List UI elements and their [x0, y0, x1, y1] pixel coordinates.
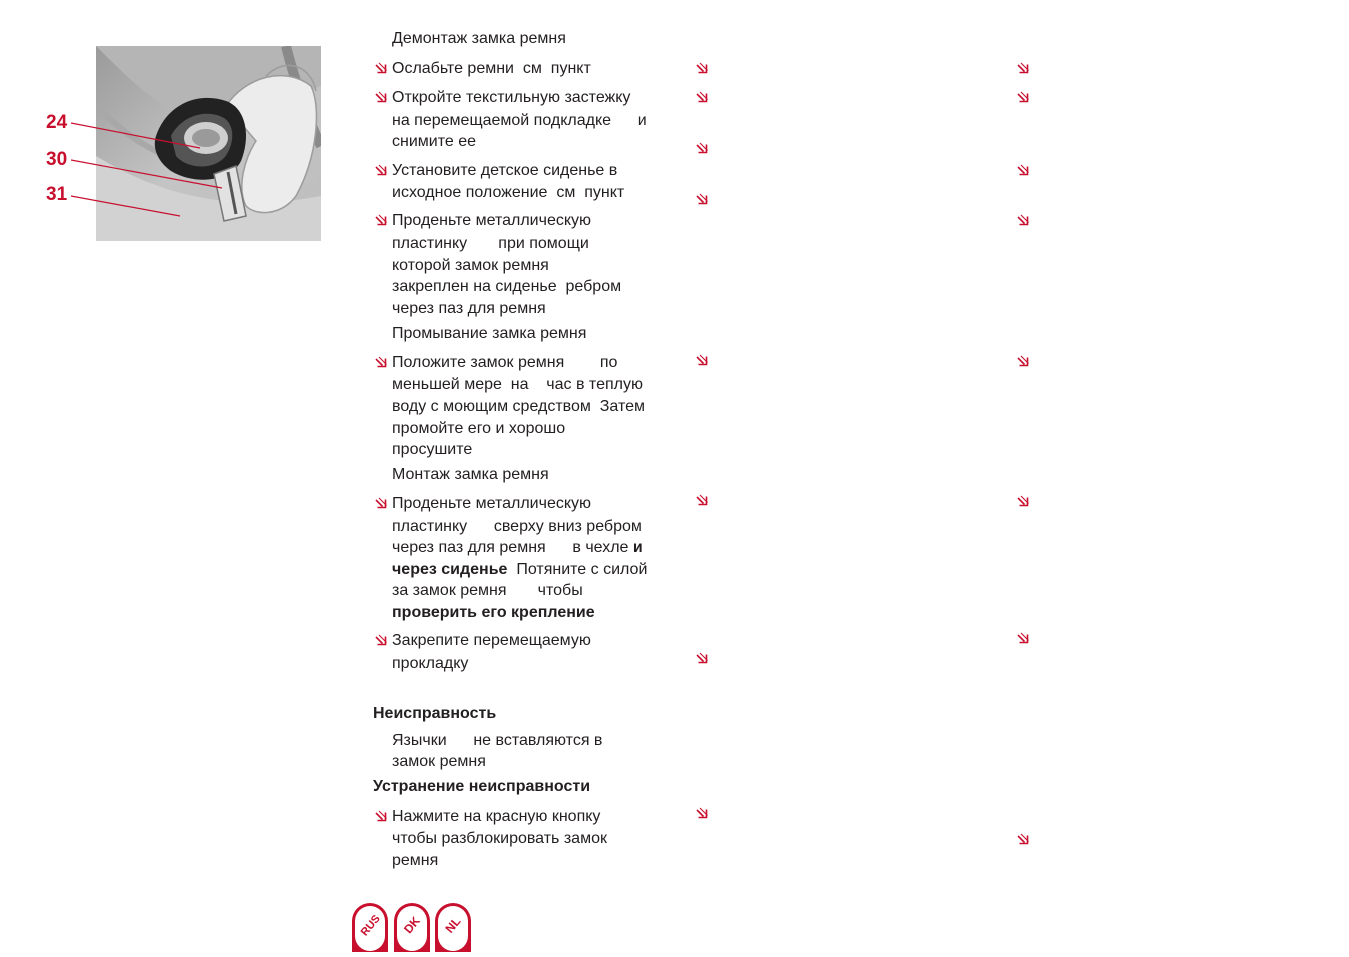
step-arrow-icon [374, 90, 389, 105]
step-1-line: Ослабьте ремни см пункт [392, 60, 591, 77]
callout-24: 24 [46, 112, 68, 133]
step-6-line [392, 537, 643, 559]
language-tab-dk-label: DK [401, 913, 423, 937]
fault-line: замок ремня [392, 753, 486, 770]
col3-arrow-icon [1016, 61, 1031, 76]
step-4-line: Проденьте металлическую [392, 212, 592, 229]
language-tab-nl[interactable] [435, 903, 471, 952]
col2-arrow-icon [695, 651, 710, 666]
fix-line: чтобы разблокировать замок [392, 830, 607, 847]
col3-arrow-icon [1016, 832, 1031, 847]
language-tab-nl-label: NL [442, 914, 464, 936]
removal-title: Демонтаж замка ремня [392, 30, 566, 47]
mounting-title: Монтаж замка ремня [392, 466, 549, 483]
washing-title: Промывание замка ремня [392, 325, 587, 342]
step-5-line: промойте его и хорошо [392, 420, 566, 437]
step-2-line: на перемещаемой подкладке и [392, 112, 647, 129]
step-arrow-icon [374, 213, 389, 228]
step-7-line: Закрепите перемещаемую [392, 632, 591, 649]
step-4-line: пластинку при помощи [392, 235, 589, 252]
step-6-text: через паз для ремня в чехле [392, 539, 633, 556]
language-tab-rus[interactable] [352, 903, 388, 952]
buckle-photo [96, 46, 321, 241]
step-arrow-icon [374, 633, 389, 648]
col3-arrow-icon [1016, 631, 1031, 646]
callout-31: 31 [46, 184, 68, 205]
col2-arrow-icon [695, 493, 710, 508]
step-arrow-icon [374, 61, 389, 76]
fix-heading: Устранение неисправности [373, 778, 591, 795]
col2-arrow-icon [695, 61, 710, 76]
step-7-line: прокладку [392, 655, 469, 672]
col3-arrow-icon [1016, 90, 1031, 105]
step-arrow-icon [374, 496, 389, 511]
step-5-line: просушите [392, 441, 473, 458]
fix-line: ремня [392, 852, 439, 869]
fault-line: Язычки не вставляются в [392, 732, 603, 749]
step-arrow-icon [374, 163, 389, 178]
step-5-line: воду с моющим средством Затем [392, 398, 646, 415]
step-6-line: проверить его крепление [392, 604, 595, 621]
step-arrow-icon [374, 355, 389, 370]
step-2-line: Откройте текстильную застежку [392, 89, 631, 106]
step-6-line: за замок ремня чтобы [392, 582, 583, 599]
col3-arrow-icon [1016, 213, 1031, 228]
step-5-line: меньшей мере на час в теплую [392, 376, 643, 393]
col2-arrow-icon [695, 141, 710, 156]
step-arrow-icon [374, 809, 389, 824]
col3-arrow-icon [1016, 163, 1031, 178]
language-tab-rus-label: RUS [358, 912, 383, 939]
step-6-line: Проденьте металлическую [392, 495, 592, 512]
language-tab-dk[interactable] [394, 903, 430, 952]
col2-arrow-icon [695, 806, 710, 821]
step-6-line [392, 559, 647, 581]
step-4-line: которой замок ремня [392, 257, 549, 274]
fault-heading: Неисправность [373, 705, 497, 722]
col3-arrow-icon [1016, 494, 1031, 509]
step-2-line: снимите ее [392, 133, 476, 150]
step-5-line: Положите замок ремня по [392, 354, 618, 371]
step-4-line: закреплен на сиденье ребром [392, 278, 622, 295]
step-6-line: пластинку сверху вниз ребром [392, 518, 642, 535]
col2-arrow-icon [695, 192, 710, 207]
col2-arrow-icon [695, 353, 710, 368]
step-6-bold-text: и [632, 539, 643, 556]
col3-arrow-icon [1016, 354, 1031, 369]
col2-arrow-icon [695, 90, 710, 105]
step-6-bold-text: через сиденье [392, 561, 508, 578]
step-3-line: Установите детское сиденье в [392, 162, 618, 179]
fix-line: Нажмите на красную кнопку [392, 808, 601, 825]
callout-30: 30 [46, 149, 68, 170]
step-4-line: через паз для ремня [392, 300, 546, 317]
step-6-text: Потяните с силой [507, 561, 648, 578]
step-3-line: исходное положение см пункт [392, 184, 625, 201]
